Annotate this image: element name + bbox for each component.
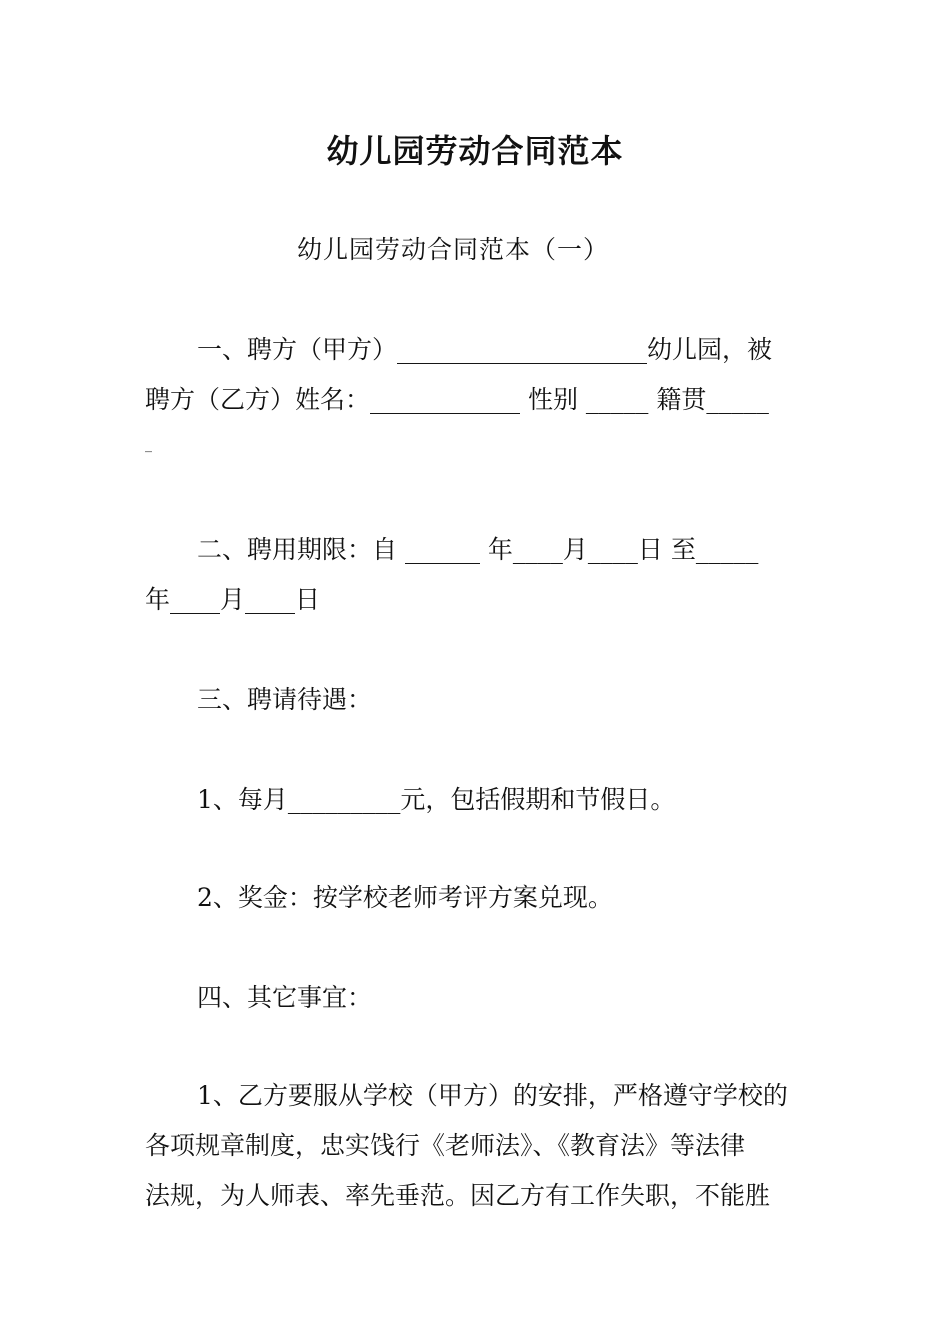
clause1-line1: 1、乙方要服从学校（甲方）的安排，严格遵守学校的: [197, 1081, 788, 1110]
section1-line3: _: [145, 437, 152, 453]
item2-text: 2、奖金：按学校老师考评方案兑现。: [197, 883, 613, 912]
section-employer-employee: [145, 325, 807, 465]
item1-text: 1、每月_________元，包括假期和节假日。: [197, 785, 676, 814]
document-title: 幼儿园劳动合同范本: [326, 132, 624, 170]
clause1-line2: 各项规章制度，忠实饯行《老师法》、《教育法》等法律: [145, 1131, 746, 1160]
item-bonus: [145, 873, 807, 923]
clause-obligations: [145, 1071, 807, 1221]
section1-line2: 聘方（乙方）姓名：____________ 性别 _____ 籍贯_____: [145, 385, 769, 414]
section4-heading: 四、其它事宜：: [197, 983, 373, 1012]
document-subtitle: 幼儿园劳动合同范本（一）: [297, 235, 610, 264]
clause1-line3: 法规，为人师表、率先垂范。因乙方有工作失职，不能胜: [145, 1181, 771, 1210]
section2-line1: 二、聘用期限：自 ______ 年____月____日 至_____: [197, 535, 759, 564]
section-compensation: [145, 675, 807, 725]
section3-heading: 三、聘请待遇：: [197, 685, 373, 714]
section-employment-period: [145, 525, 807, 625]
section-other-matters: [145, 973, 807, 1023]
section1-line1: 一、聘方（甲方）____________________幼儿园，被: [197, 335, 773, 364]
item-monthly-pay: [145, 775, 807, 825]
section2-line2: 年____月____日: [145, 585, 321, 614]
